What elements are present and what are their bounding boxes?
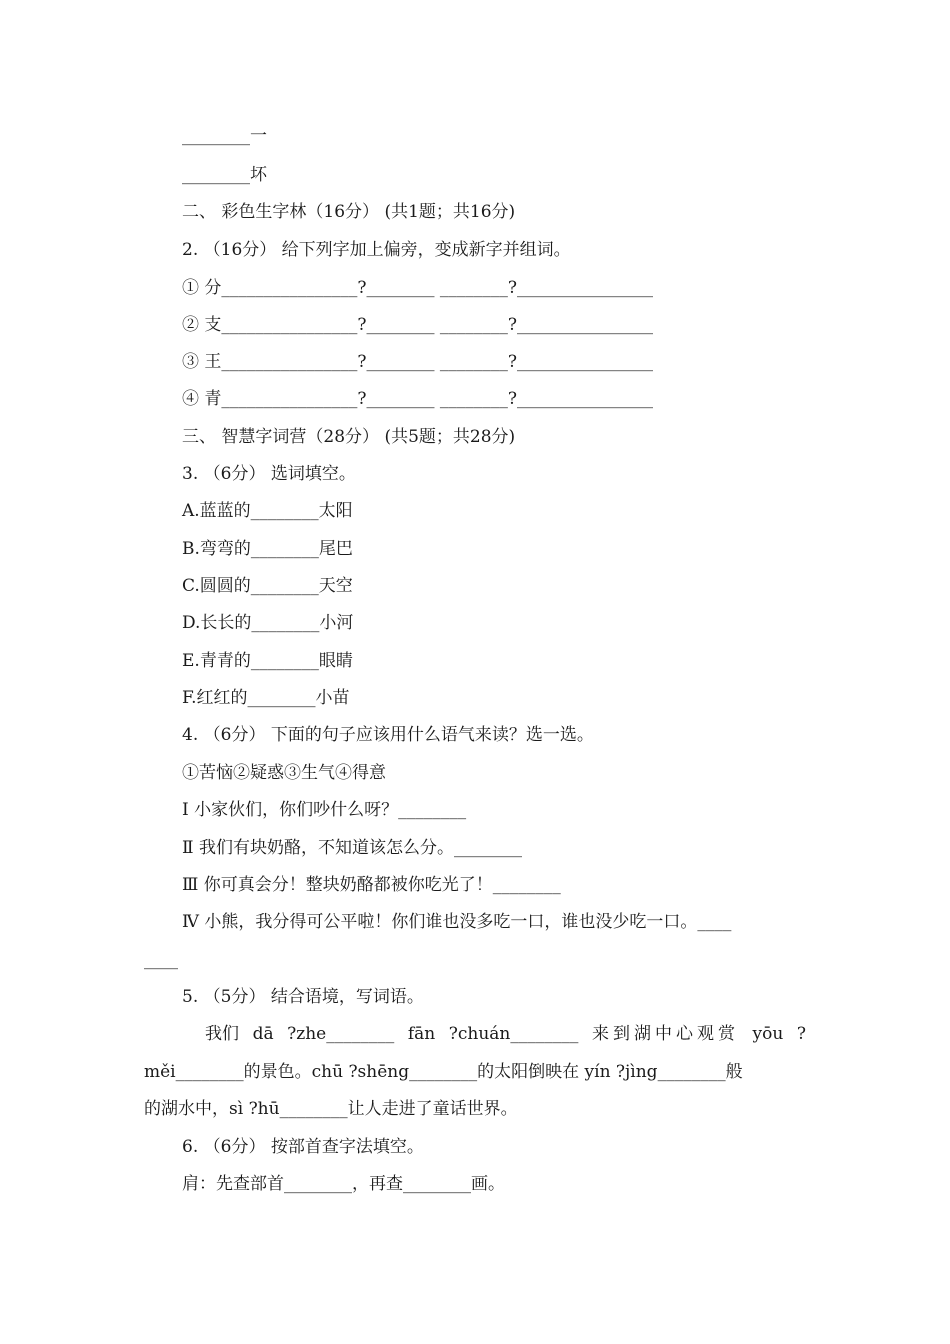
- section-3-heading: 三、 智慧字词营（28分） (共5题；共28分): [182, 427, 516, 447]
- question-4-sentence-3: Ⅲ 你可真会分！整块奶酪都被你吃光了！________: [182, 875, 561, 895]
- question-6-line: 肩：先查部首________，再查________画。: [182, 1174, 505, 1194]
- question-3-option-c: C.圆圆的________天空: [182, 576, 353, 596]
- question-3-option-b: B.弯弯的________尾巴: [182, 539, 353, 559]
- question-2-row-3: ③ 王________________?________ ________?________________: [182, 352, 654, 372]
- question-5-word: yōu: [752, 1024, 784, 1044]
- question-5-word: ?chuán________: [448, 1024, 579, 1044]
- question-3-option-a: A.蓝蓝的________太阳: [182, 501, 353, 521]
- question-5-line-3: 的湖水中，sì ?hū________让人走进了童话世界。: [144, 1099, 518, 1119]
- section-2-heading: 二、 彩色生字林（16分） (共1题；共16分): [182, 202, 516, 222]
- question-5-word: fān: [407, 1024, 436, 1044]
- question-5-line-1: [205, 1022, 806, 1046]
- question-4-sentence-1: Ⅰ 小家伙们，你们吵什么呀？________: [182, 800, 467, 820]
- question-4-sentence-4: Ⅳ 小熊，我分得可公平啦！你们谁也没多吃一口，谁也没少吃一口。____: [182, 912, 732, 932]
- question-4-sentence-4-wrap: ____: [144, 950, 178, 970]
- question-4-sentence-2: Ⅱ 我们有块奶酪，不知道该怎么分。________: [182, 838, 522, 858]
- question-3-stem: 3. （6分） 选词填空。: [182, 464, 356, 484]
- question-3-option-d: D.长长的________小河: [182, 613, 354, 633]
- q1-tail-line-2: ________坏: [182, 165, 267, 185]
- q1-tail-line-1: ________一: [182, 126, 267, 146]
- question-5-line-2: měi________的景色。chū ?shēng________的太阳倒映在 yín ?jìng________般: [144, 1062, 743, 1082]
- question-5-word: 我们: [205, 1024, 239, 1044]
- question-2-row-2: ② 支________________?________ ________?________________: [182, 315, 654, 335]
- question-4-choices: ①苦恼②疑惑③生气④得意: [182, 763, 386, 783]
- question-5-word: ?zhe________: [287, 1024, 395, 1044]
- question-4-stem: 4. （6分） 下面的句子应该用什么语气来读？选一选。: [182, 725, 594, 745]
- question-5-word: 来到湖中心观赏: [591, 1024, 739, 1044]
- question-2-stem: 2. （16分） 给下列字加上偏旁，变成新字并组词。: [182, 240, 571, 260]
- question-5-word: ?: [796, 1024, 806, 1044]
- question-2-row-4: ④ 青________________?________ ________?________________: [182, 389, 654, 409]
- question-3-option-e: E.青青的________眼睛: [182, 651, 353, 671]
- question-6-stem: 6. （6分） 按部首查字法填空。: [182, 1137, 424, 1157]
- question-3-option-f: F.红红的________小苗: [182, 688, 350, 708]
- question-5-word: dā: [252, 1024, 274, 1044]
- question-2-row-1: ① 分________________?________ ________?________________: [182, 278, 654, 298]
- question-5-stem: 5. （5分） 结合语境，写词语。: [182, 987, 424, 1007]
